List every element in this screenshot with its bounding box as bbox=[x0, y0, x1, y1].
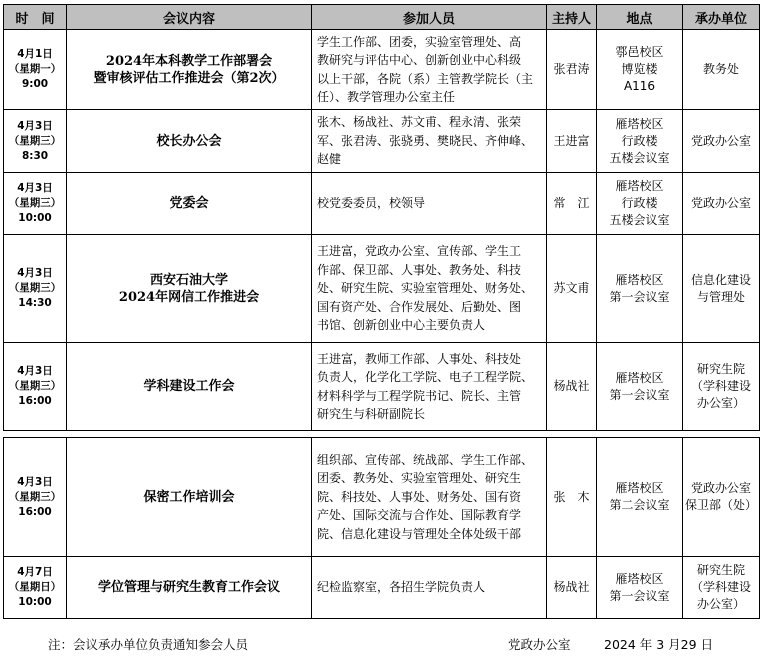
attendees-line: 研究生与科研副院长 bbox=[317, 407, 426, 421]
attendees-line: 王进富，党政办公室、宣传部、学生工 bbox=[317, 244, 522, 259]
meeting-time: 16:00 bbox=[18, 395, 52, 407]
meeting-weekday: （星期三） bbox=[8, 197, 62, 209]
meeting-topic-line: 2024年网信工作推进会 bbox=[118, 289, 260, 305]
host-name: 苏文甫 bbox=[553, 281, 590, 295]
topic-cell bbox=[67, 173, 312, 235]
host-cell bbox=[547, 110, 597, 173]
meeting-row bbox=[4, 557, 760, 619]
attendees-line: 校党委委员，校领导 bbox=[317, 196, 426, 211]
place-line: 第一会议室 bbox=[609, 387, 670, 402]
meeting-time: 8:30 bbox=[21, 149, 49, 162]
time-cell bbox=[4, 173, 67, 235]
organizer-line: 保卫部（处） bbox=[684, 498, 757, 512]
place-cell bbox=[597, 110, 683, 173]
meeting-topic-line: 校长办公会 bbox=[156, 133, 222, 149]
host-cell bbox=[547, 343, 597, 431]
attendees-cell bbox=[312, 235, 547, 343]
meeting-date: 4月7日 bbox=[17, 566, 53, 578]
place-line: 第一会议室 bbox=[609, 588, 670, 603]
attendees-cell bbox=[312, 173, 547, 235]
meeting-weekday: （星期三） bbox=[8, 134, 62, 147]
organizer-line: 与管理处 bbox=[696, 289, 745, 304]
attendees-line: 教研究与评估中心、创新创业中心科级 bbox=[317, 53, 522, 67]
organizer-cell bbox=[683, 438, 760, 557]
place-line: 博览楼 bbox=[621, 62, 658, 76]
meeting-topic-line: 暨审核评估工作推进会（第2次） bbox=[93, 70, 285, 86]
attendees-line: 书馆、创新创业中心主要负责人 bbox=[317, 318, 486, 333]
host-cell bbox=[547, 173, 597, 235]
topic-cell bbox=[67, 235, 312, 343]
topic-cell bbox=[67, 557, 312, 619]
meeting-time: 14:30 bbox=[18, 297, 52, 309]
topic-cell bbox=[67, 30, 312, 110]
place-cell bbox=[597, 30, 683, 110]
organizer-line: 办公室） bbox=[696, 597, 745, 611]
place-line: 雁塔校区 bbox=[615, 272, 664, 287]
attendees-line: 学生工作部、团委，实验室管理处、高 bbox=[317, 34, 522, 49]
meeting-date: 4月3日 bbox=[17, 267, 53, 279]
meeting-date: 4月3日 bbox=[17, 182, 53, 194]
organizer-cell bbox=[683, 235, 760, 343]
meeting-time: 16:00 bbox=[18, 505, 52, 518]
host-name: 杨战社 bbox=[553, 580, 590, 594]
host-name: 常 江 bbox=[553, 196, 590, 210]
place-line: 第二会议室 bbox=[609, 498, 670, 512]
attendees-line: 任）、教学管理办公室主任 bbox=[317, 90, 456, 104]
place-line: 雁塔校区 bbox=[615, 571, 664, 586]
attendees-cell bbox=[312, 343, 547, 431]
header-organizer: 承办单位 bbox=[683, 5, 760, 30]
meeting-topic-line: 学科建设工作会 bbox=[143, 379, 235, 394]
attendees-cell bbox=[312, 557, 547, 619]
organizer-cell bbox=[683, 110, 760, 173]
meeting-time: 10:00 bbox=[18, 212, 52, 224]
attendees-line: 负责人，化学化工学院、电子工程学院、 bbox=[317, 370, 534, 384]
attendees-line: 纪检监察室，各招生学院负责人 bbox=[317, 580, 486, 595]
topic-cell bbox=[67, 343, 312, 431]
attendees-line: 国有资产处、合作发展处、后勤处、图 bbox=[317, 299, 522, 314]
header-time: 时 间 bbox=[4, 5, 67, 30]
attendees-line: 院、信息化建设与管理处全体处级干部 bbox=[317, 526, 522, 541]
footer-note: 注：会议承办单位负责通知参会人员 bbox=[48, 637, 249, 652]
meeting-topic-line: 2024年本科教学工作部署会 bbox=[105, 53, 273, 69]
organizer-line: 党政办公室 bbox=[690, 133, 751, 148]
place-line: 行政楼 bbox=[621, 196, 658, 210]
place-line: 雁塔校区 bbox=[615, 481, 664, 495]
meeting-weekday: （星期三） bbox=[8, 282, 62, 294]
attendees-line: 材料科学与工程学院书记、院长、主管 bbox=[317, 388, 522, 403]
attendees-cell bbox=[312, 110, 547, 173]
attendees-line: 处、研究生院、实验室管理处、财务处、 bbox=[317, 281, 534, 296]
meeting-row bbox=[4, 235, 760, 343]
attendees-cell bbox=[312, 438, 547, 557]
meeting-topic-line: 保密工作培训会 bbox=[143, 489, 235, 505]
meeting-topic-line: 西安石油大学 bbox=[149, 272, 228, 288]
header-host: 主持人 bbox=[547, 5, 597, 30]
meeting-time: 10:00 bbox=[18, 596, 52, 608]
attendees-line: 团委、教务处、实验室管理处、研究生 bbox=[317, 471, 522, 486]
place-cell bbox=[597, 173, 683, 235]
host-name: 张 木 bbox=[553, 489, 590, 504]
host-name: 王进富 bbox=[553, 133, 590, 148]
place-cell bbox=[597, 343, 683, 431]
meeting-date: 4月3日 bbox=[17, 119, 53, 132]
organizer-line: 党政办公室 bbox=[690, 196, 751, 210]
attendees-line: 赵健 bbox=[317, 152, 342, 167]
place-line: 五楼会议室 bbox=[609, 150, 670, 165]
meeting-topic-line: 学位管理与研究生教育工作会议 bbox=[97, 580, 280, 595]
header-row bbox=[4, 5, 760, 30]
place-line: A116 bbox=[623, 79, 656, 93]
meeting-weekday: （星期三） bbox=[8, 380, 62, 392]
attendees-line: 组织部、宣传部、统战部、学生工作部、 bbox=[317, 452, 534, 467]
header-topic: 会议内容 bbox=[67, 5, 312, 30]
meeting-date: 4月3日 bbox=[17, 365, 53, 377]
organizer-cell bbox=[683, 343, 760, 431]
meeting-weekday: （星期一） bbox=[8, 63, 62, 75]
organizer-line: 信息化建设 bbox=[690, 272, 751, 287]
organizer-line: 教务处 bbox=[702, 62, 739, 76]
place-line: 雁塔校区 bbox=[615, 370, 664, 385]
meeting-weekday: （星期日） bbox=[8, 581, 62, 593]
place-cell bbox=[597, 438, 683, 557]
organizer-line: （学科建设 bbox=[690, 580, 751, 594]
meeting-row bbox=[4, 438, 760, 557]
host-name: 杨战社 bbox=[553, 379, 590, 393]
host-cell bbox=[547, 438, 597, 557]
meeting-row bbox=[4, 110, 760, 173]
attendees-line: 王进富，教师工作部、人事处、科技处 bbox=[317, 351, 522, 366]
meeting-row bbox=[4, 173, 760, 235]
host-cell bbox=[547, 557, 597, 619]
attendees-line: 院、科技处、人事处、财务处、国有资 bbox=[317, 489, 522, 504]
time-cell bbox=[4, 343, 67, 431]
time-cell bbox=[4, 30, 67, 110]
meeting-date: 4月1日 bbox=[17, 48, 53, 60]
attendees-line: 产处、国际交流与合作处、国际教育学 bbox=[317, 508, 522, 523]
place-cell bbox=[597, 557, 683, 619]
place-line: 雁塔校区 bbox=[615, 179, 664, 193]
place-line: 五楼会议室 bbox=[609, 213, 670, 227]
organizer-cell bbox=[683, 173, 760, 235]
organizer-cell bbox=[683, 30, 760, 110]
place-cell bbox=[597, 235, 683, 343]
meeting-date: 4月3日 bbox=[17, 475, 53, 488]
organizer-line: 党政办公室 bbox=[690, 481, 751, 495]
topic-cell bbox=[67, 110, 312, 173]
attendees-line: 军、张君涛、张骁勇、樊晓民、齐伸峰、 bbox=[317, 133, 534, 148]
meeting-time: 9:00 bbox=[21, 78, 49, 90]
schedule-table-top bbox=[3, 4, 760, 431]
footer-issuer: 党政办公室 bbox=[508, 637, 571, 652]
attendees-line: 以上干部，各院（系）主管教学院长（主 bbox=[317, 71, 534, 86]
meeting-row bbox=[4, 343, 760, 431]
organizer-cell bbox=[683, 557, 760, 619]
place-line: 雁塔校区 bbox=[615, 116, 664, 131]
organizer-line: 研究生院 bbox=[696, 563, 745, 577]
time-cell bbox=[4, 110, 67, 173]
meeting-weekday: （星期三） bbox=[8, 490, 62, 503]
header-place: 地点 bbox=[597, 5, 683, 30]
host-cell bbox=[547, 235, 597, 343]
host-cell bbox=[547, 30, 597, 110]
organizer-line: 研究生院 bbox=[696, 362, 745, 376]
attendees-cell bbox=[312, 30, 547, 110]
footer-date: 2024 年 3 月29 日 bbox=[604, 637, 714, 652]
place-line: 第一会议室 bbox=[609, 289, 670, 304]
attendees-line: 作部、保卫部、人事处、教务处、科技 bbox=[317, 262, 522, 277]
organizer-line: （学科建设 bbox=[690, 379, 751, 393]
host-name: 张君涛 bbox=[553, 62, 590, 76]
time-cell bbox=[4, 235, 67, 343]
time-cell bbox=[4, 438, 67, 557]
organizer-line: 办公室） bbox=[696, 396, 745, 410]
meeting-row bbox=[4, 30, 760, 110]
attendees-line: 张木、杨战社、苏文甫、程永清、张荣 bbox=[317, 115, 522, 130]
place-line: 鄠邑校区 bbox=[615, 45, 664, 59]
topic-cell bbox=[67, 438, 312, 557]
header-attendees: 参加人员 bbox=[312, 5, 547, 30]
place-line: 行政楼 bbox=[621, 133, 658, 148]
meeting-topic-line: 党委会 bbox=[169, 196, 209, 211]
schedule-table-bottom bbox=[3, 437, 760, 619]
time-cell bbox=[4, 557, 67, 619]
